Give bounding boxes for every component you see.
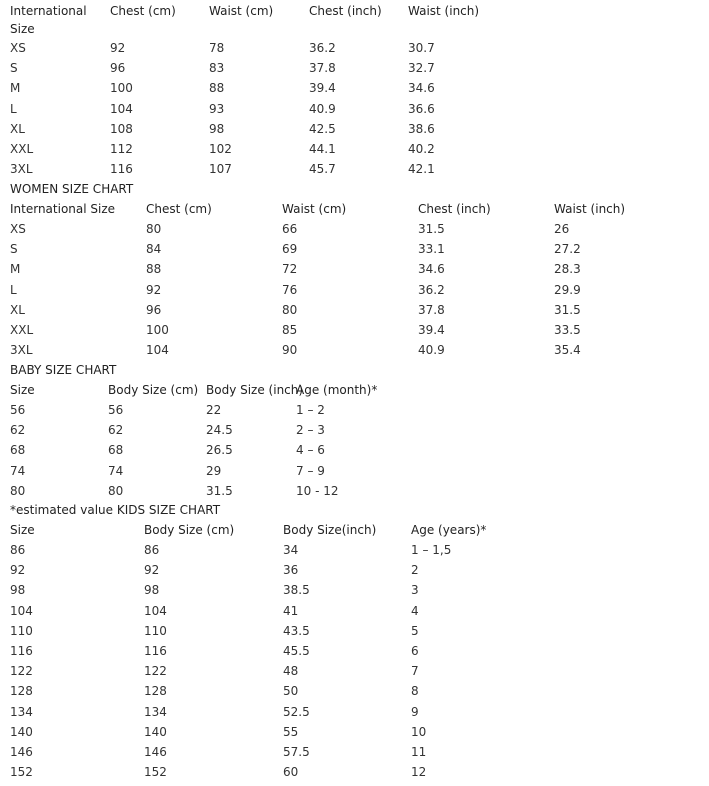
kids-table-cell: 7: [411, 664, 419, 678]
men-header-cell: Size: [10, 22, 35, 36]
baby-table-cell: 7 – 9: [296, 464, 325, 478]
women-table-cell: 66: [282, 222, 298, 236]
men-table-cell: 36.6: [408, 102, 435, 116]
kids-table-cell: 3: [411, 583, 419, 597]
kids-table-cell: 12: [411, 765, 427, 779]
women-table-cell: 96: [146, 303, 162, 317]
men-table-cell: L: [10, 102, 17, 116]
women-table-cell: 40.9: [418, 343, 445, 357]
men-header-cell: Chest (inch): [309, 4, 382, 18]
women-table-cell: 80: [282, 303, 298, 317]
kids-table-cell: 92: [10, 563, 26, 577]
baby-table-cell: 80: [108, 484, 124, 498]
men-table-cell: 42.5: [309, 122, 336, 136]
men-header-cell: International: [10, 4, 87, 18]
baby-table-cell: 62: [108, 423, 124, 437]
men-table-cell: 37.8: [309, 61, 336, 75]
kids-table-cell: 110: [144, 624, 167, 638]
kids-table-cell: 10: [411, 725, 427, 739]
baby-table-cell: 10 - 12: [296, 484, 339, 498]
kids-header-cell: Size: [10, 523, 35, 537]
women-table-cell: 28.3: [554, 262, 581, 276]
kids-header-cell: Age (years)*: [411, 523, 487, 537]
baby-table-cell: 29: [206, 464, 222, 478]
men-header-cell: Waist (cm): [209, 4, 274, 18]
women-header-cell: Chest (inch): [418, 202, 491, 216]
kids-table-cell: 48: [283, 664, 299, 678]
kids-table-cell: 122: [10, 664, 33, 678]
women-table-cell: 37.8: [418, 303, 445, 317]
men-table-cell: 88: [209, 81, 225, 95]
kids-table-cell: 146: [144, 745, 167, 759]
men-table-cell: 104: [110, 102, 133, 116]
kids-table-cell: 43.5: [283, 624, 310, 638]
men-header-cell: Chest (cm): [110, 4, 176, 18]
women-chart-title: WOMEN SIZE CHART: [10, 182, 134, 196]
men-table-cell: 45.7: [309, 162, 336, 176]
kids-table-cell: 9: [411, 705, 419, 719]
women-table-cell: 34.6: [418, 262, 445, 276]
women-table-cell: S: [10, 242, 18, 256]
women-table-cell: 100: [146, 323, 169, 337]
baby-header-cell: Body Size (inch): [206, 383, 304, 397]
kids-table-cell: 34: [283, 543, 299, 557]
men-table-cell: S: [10, 61, 18, 75]
men-table-cell: 3XL: [10, 162, 33, 176]
women-table-cell: 29.9: [554, 283, 581, 297]
men-table-cell: M: [10, 81, 21, 95]
baby-table-cell: 22: [206, 403, 222, 417]
women-table-cell: 35.4: [554, 343, 581, 357]
kids-table-cell: 104: [10, 604, 33, 618]
women-table-cell: 27.2: [554, 242, 581, 256]
kids-table-cell: 5: [411, 624, 419, 638]
kids-table-cell: 4: [411, 604, 419, 618]
women-table-cell: XXL: [10, 323, 34, 337]
women-table-cell: 26: [554, 222, 570, 236]
men-table-cell: 96: [110, 61, 126, 75]
baby-header-cell: Age (month)*: [296, 383, 378, 397]
men-table-cell: 42.1: [408, 162, 435, 176]
kids-table-cell: 128: [144, 684, 167, 698]
women-header-cell: Waist (cm): [282, 202, 347, 216]
women-table-cell: 31.5: [418, 222, 445, 236]
men-table-cell: 34.6: [408, 81, 435, 95]
kids-table-cell: 98: [10, 583, 26, 597]
kids-table-cell: 52.5: [283, 705, 310, 719]
kids-table-cell: 11: [411, 745, 427, 759]
baby-table-cell: 68: [10, 443, 26, 457]
kids-table-cell: 55: [283, 725, 299, 739]
baby-table-cell: 74: [108, 464, 124, 478]
men-table-cell: XS: [10, 41, 26, 55]
kids-table-cell: 104: [144, 604, 167, 618]
baby-table-cell: 24.5: [206, 423, 233, 437]
women-table-cell: 92: [146, 283, 162, 297]
kids-table-cell: 2: [411, 563, 419, 577]
women-table-cell: XL: [10, 303, 25, 317]
kids-table-cell: 86: [10, 543, 26, 557]
men-header-cell: Waist (inch): [408, 4, 480, 18]
women-table-cell: 69: [282, 242, 298, 256]
baby-table-cell: 2 – 3: [296, 423, 325, 437]
kids-table-cell: 50: [283, 684, 299, 698]
baby-table-cell: 4 – 6: [296, 443, 325, 457]
baby-table-cell: 56: [10, 403, 26, 417]
women-table-cell: 3XL: [10, 343, 33, 357]
men-table-cell: 102: [209, 142, 232, 156]
men-table-cell: XL: [10, 122, 25, 136]
women-header-cell: Waist (inch): [554, 202, 626, 216]
kids-table-cell: 1 – 1,5: [411, 543, 452, 557]
women-table-cell: 76: [282, 283, 298, 297]
kids-table-cell: 6: [411, 644, 419, 658]
kids-table-cell: 110: [10, 624, 33, 638]
kids-table-cell: 146: [10, 745, 33, 759]
kids-table-cell: 36: [283, 563, 299, 577]
kids-table-cell: 152: [10, 765, 33, 779]
baby-table-cell: 1 – 2: [296, 403, 325, 417]
kids-table-cell: 38.5: [283, 583, 310, 597]
women-table-cell: L: [10, 283, 17, 297]
kids-table-cell: 60: [283, 765, 299, 779]
women-table-cell: 85: [282, 323, 298, 337]
kids-table-cell: 116: [10, 644, 33, 658]
baby-table-cell: 56: [108, 403, 124, 417]
men-table-cell: 108: [110, 122, 133, 136]
men-table-cell: 38.6: [408, 122, 435, 136]
kids-chart-title: *estimated value KIDS SIZE CHART: [10, 503, 221, 517]
kids-table-cell: 116: [144, 644, 167, 658]
women-table-cell: 90: [282, 343, 298, 357]
kids-table-cell: 140: [144, 725, 167, 739]
men-table-cell: 93: [209, 102, 225, 116]
baby-table-cell: 80: [10, 484, 26, 498]
men-table-cell: 36.2: [309, 41, 336, 55]
kids-header-cell: Body Size(inch): [283, 523, 377, 537]
kids-table-cell: 92: [144, 563, 160, 577]
kids-table-cell: 128: [10, 684, 33, 698]
baby-header-cell: Size: [10, 383, 35, 397]
baby-table-cell: 74: [10, 464, 26, 478]
baby-table-cell: 26.5: [206, 443, 233, 457]
men-table-cell: 112: [110, 142, 133, 156]
men-table-cell: 32.7: [408, 61, 435, 75]
women-table-cell: M: [10, 262, 21, 276]
women-table-cell: 33.5: [554, 323, 581, 337]
women-table-cell: 31.5: [554, 303, 581, 317]
baby-table-cell: 68: [108, 443, 124, 457]
men-table-cell: 98: [209, 122, 225, 136]
kids-table-cell: 86: [144, 543, 160, 557]
men-table-cell: 78: [209, 41, 225, 55]
women-table-cell: 72: [282, 262, 298, 276]
men-table-cell: 116: [110, 162, 133, 176]
kids-table-cell: 134: [144, 705, 167, 719]
men-table-cell: 44.1: [309, 142, 336, 156]
baby-table-cell: 62: [10, 423, 26, 437]
women-table-cell: 33.1: [418, 242, 445, 256]
men-table-cell: 83: [209, 61, 225, 75]
women-header-cell: Chest (cm): [146, 202, 212, 216]
baby-table-cell: 31.5: [206, 484, 233, 498]
kids-table-cell: 152: [144, 765, 167, 779]
kids-table-cell: 98: [144, 583, 160, 597]
kids-table-cell: 41: [283, 604, 299, 618]
kids-table-cell: 140: [10, 725, 33, 739]
men-table-cell: 40.9: [309, 102, 336, 116]
kids-table-cell: 122: [144, 664, 167, 678]
kids-table-cell: 57.5: [283, 745, 310, 759]
men-table-cell: 40.2: [408, 142, 435, 156]
women-table-cell: 104: [146, 343, 169, 357]
women-table-cell: 84: [146, 242, 162, 256]
baby-header-cell: Body Size (cm): [108, 383, 199, 397]
women-table-cell: 39.4: [418, 323, 445, 337]
men-table-cell: 39.4: [309, 81, 336, 95]
men-table-cell: 30.7: [408, 41, 435, 55]
kids-table-cell: 8: [411, 684, 419, 698]
men-table-cell: 107: [209, 162, 232, 176]
men-table-cell: XXL: [10, 142, 34, 156]
women-table-cell: 36.2: [418, 283, 445, 297]
kids-header-cell: Body Size (cm): [144, 523, 235, 537]
women-header-cell: International Size: [10, 202, 116, 216]
kids-table-cell: 134: [10, 705, 33, 719]
men-table-cell: 100: [110, 81, 133, 95]
men-table-cell: 92: [110, 41, 126, 55]
kids-table-cell: 45.5: [283, 644, 310, 658]
baby-chart-title: BABY SIZE CHART: [10, 363, 117, 377]
women-table-cell: 80: [146, 222, 162, 236]
women-table-cell: 88: [146, 262, 162, 276]
women-table-cell: XS: [10, 222, 26, 236]
